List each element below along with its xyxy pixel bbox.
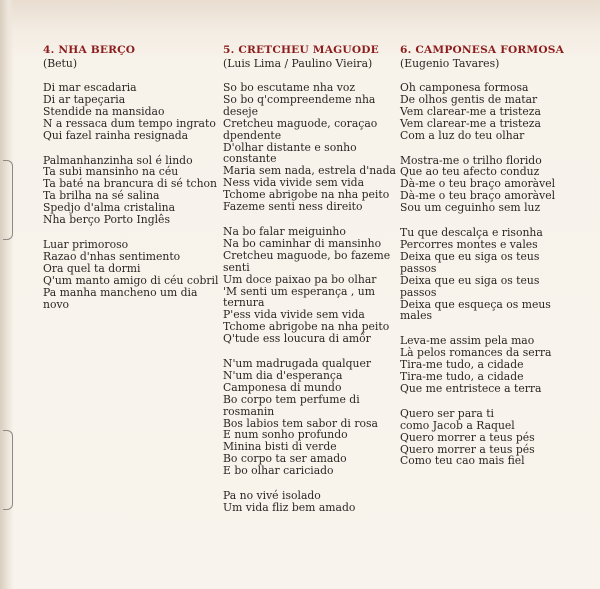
lyric-stanza bbox=[43, 153, 218, 227]
lyric-line: Vem clarear-me a tristeza bbox=[400, 116, 541, 130]
lyric-line: Com a luz do teu olhar bbox=[400, 128, 525, 142]
lyric-line: Q'tude ess loucura di amôr bbox=[223, 332, 371, 346]
lyric-stanza bbox=[400, 335, 585, 395]
lyric-stanza bbox=[400, 227, 585, 322]
lyric-stanza bbox=[43, 81, 216, 142]
lyric-line: Deixa que eu siga os teus bbox=[400, 273, 540, 287]
lyric-line: Qui fazel rainha resignada bbox=[43, 128, 189, 142]
lyric-stanza bbox=[223, 490, 393, 514]
lyric-line: Stendide na mansidao bbox=[43, 104, 165, 118]
lyric-line: Deixa que esqueça os meus bbox=[400, 297, 551, 311]
lyric-line: Pa manha mancheno um dia bbox=[43, 285, 198, 299]
lyric-line: Camponesa di mundo bbox=[223, 380, 342, 394]
lyric-line: E bo olhar cariciado bbox=[223, 464, 334, 478]
lyric-line: Di mar escadaria bbox=[43, 81, 137, 94]
lyric-line: Quero morrer a teus pés bbox=[400, 430, 535, 444]
lyric-line: Tira-me tudo, a cidade bbox=[400, 358, 524, 372]
lyric-stanza bbox=[400, 82, 585, 142]
lyric-line: Là pelos romances da serra bbox=[400, 346, 552, 360]
lyric-line: Di ar tapeçaria bbox=[43, 92, 126, 106]
song-column-5 bbox=[223, 44, 396, 527]
song-title: 4. NHA BERÇO bbox=[43, 44, 136, 56]
lyric-line: 'M senti um esperança , um bbox=[223, 284, 375, 298]
lyric-line: como Jacob a Raquel bbox=[400, 418, 515, 432]
lyric-line: Ora quel ta dormi bbox=[43, 261, 141, 275]
lyric-line: dpendente bbox=[223, 128, 282, 142]
lyric-line: passos bbox=[400, 285, 437, 299]
lyric-stanza bbox=[400, 155, 585, 215]
lyric-line: Dà-me o teu braço amoràvel bbox=[400, 189, 556, 203]
lyric-line: novo bbox=[43, 297, 70, 311]
lyric-line: Nha berço Porto Inglês bbox=[43, 213, 170, 227]
lyric-line: Razao d'nhas sentimento bbox=[43, 249, 181, 263]
song-title: 5. CRETCHEU MAGUODE bbox=[223, 44, 379, 56]
lyric-line: Bo corpo ta ser amado bbox=[223, 452, 347, 466]
lyric-stanza bbox=[400, 408, 585, 468]
lyric-line: Leva-me assim pela mao bbox=[400, 334, 535, 348]
lyric-line: Um doce paixao pa bo olhar bbox=[223, 272, 377, 286]
lyric-line: De olhos gentis de matar bbox=[400, 92, 538, 106]
lyric-line: Spedjo d'alma cristalina bbox=[43, 201, 176, 215]
lyric-line: E num sonho profundo bbox=[223, 428, 348, 442]
lyric-line: rosmanin bbox=[223, 404, 275, 418]
staple-bottom bbox=[3, 430, 13, 510]
song-credit: (Betu) bbox=[43, 57, 78, 70]
song-column-6 bbox=[400, 44, 585, 480]
lyric-line: constante bbox=[223, 152, 277, 166]
song-credit: (Eugenio Tavares) bbox=[400, 57, 500, 70]
lyric-line: N a ressaca dum tempo ingrato bbox=[43, 116, 216, 130]
lyric-line: senti bbox=[223, 260, 250, 274]
lyric-line: Na bo caminhar di mansinho bbox=[223, 236, 382, 250]
lyric-line: Vem clarear-me a tristeza bbox=[400, 104, 541, 118]
lyric-line: Q'um manto amigo di céu cobril bbox=[43, 273, 219, 287]
lyric-line: Um vida fliz bem amado bbox=[223, 501, 356, 514]
lyric-line: Pa no vivé isolado bbox=[223, 489, 321, 503]
lyric-line: Tchome abrigobe na nha peito bbox=[223, 188, 390, 202]
lyric-line: Tu que descalça e risonha bbox=[400, 226, 543, 240]
lyric-line: Que me entristece a terra bbox=[400, 381, 542, 395]
lyric-line: Fazeme senti ness direito bbox=[223, 200, 363, 214]
song-title: 6. CAMPONESA FORMOSA bbox=[400, 44, 565, 56]
lyric-line: Bos labios tem sabor di rosa bbox=[223, 416, 378, 430]
lyric-line: Cretcheu maguode, coraçao bbox=[223, 116, 378, 130]
lyric-stanza bbox=[223, 358, 393, 477]
song-column-4 bbox=[43, 44, 219, 323]
lyric-line: Ta brilha na sé salina bbox=[43, 189, 160, 203]
lyric-line: Como teu cao mais fiel bbox=[400, 454, 525, 468]
lyric-line: So bo escutame nha voz bbox=[223, 81, 356, 94]
lyric-stanza bbox=[223, 226, 393, 345]
lyric-line: Minina bisti di verde bbox=[223, 440, 337, 454]
lyric-line: D'olhar distante e sonho bbox=[223, 140, 357, 154]
lyric-line: ternura bbox=[223, 296, 265, 310]
lyric-line: Palmanhanzinha sol é lindo bbox=[43, 153, 193, 167]
lyric-line: Tira-me tudo, a cidade bbox=[400, 370, 524, 384]
lyric-line: P'ess vida vivide sem vida bbox=[223, 308, 365, 322]
lyric-line: Quero ser para ti bbox=[400, 406, 494, 420]
lyric-line: Que ao teu afecto conduz bbox=[400, 165, 540, 179]
lyric-stanza bbox=[223, 81, 396, 214]
lyric-line: males bbox=[400, 309, 433, 323]
lyric-line: Tchome abrigobe na nha peito bbox=[223, 320, 390, 334]
lyric-line: Cretcheu maguode, bo fazeme bbox=[223, 248, 391, 262]
lyric-line: Ta subi mansinho na céu bbox=[43, 165, 179, 179]
lyric-line: N'um madrugada qualquer bbox=[223, 357, 372, 371]
lyric-line: So bo q'compreendeme nha bbox=[223, 92, 376, 106]
lyric-line: Deixa que eu siga os teus bbox=[400, 249, 540, 263]
lyric-line: Na bo falar meiguinho bbox=[223, 224, 346, 238]
lyric-line: deseje bbox=[223, 104, 258, 118]
lyric-line: Ness vida vivide sem vida bbox=[223, 176, 365, 190]
lyric-line: Oh camponesa formosa bbox=[400, 81, 529, 94]
lyric-line: passos bbox=[400, 261, 437, 275]
lyric-line: Percorres montes e vales bbox=[400, 237, 538, 251]
lyric-stanza bbox=[43, 237, 219, 311]
lyric-line: Sou um ceguinho sem luz bbox=[400, 201, 541, 215]
staple-top bbox=[3, 160, 13, 240]
lyric-line: Quero morrer a teus pés bbox=[400, 442, 535, 456]
lyric-line: Bo corpo tem perfume di bbox=[223, 392, 360, 406]
lyric-line: Mostra-me o trilho florido bbox=[400, 153, 542, 167]
lyric-line: N'um dia d'esperança bbox=[223, 368, 343, 382]
lyric-line: Maria sem nada, estrela d'nada bbox=[223, 164, 396, 178]
lyric-line: Dà-me o teu braço amoràvel bbox=[400, 177, 556, 191]
song-credit: (Luis Lima / Paulino Vieira) bbox=[223, 57, 373, 70]
lyric-line: Ta baté na brancura di sé tchon bbox=[43, 177, 218, 191]
lyric-line: Luar primoroso bbox=[43, 237, 129, 251]
